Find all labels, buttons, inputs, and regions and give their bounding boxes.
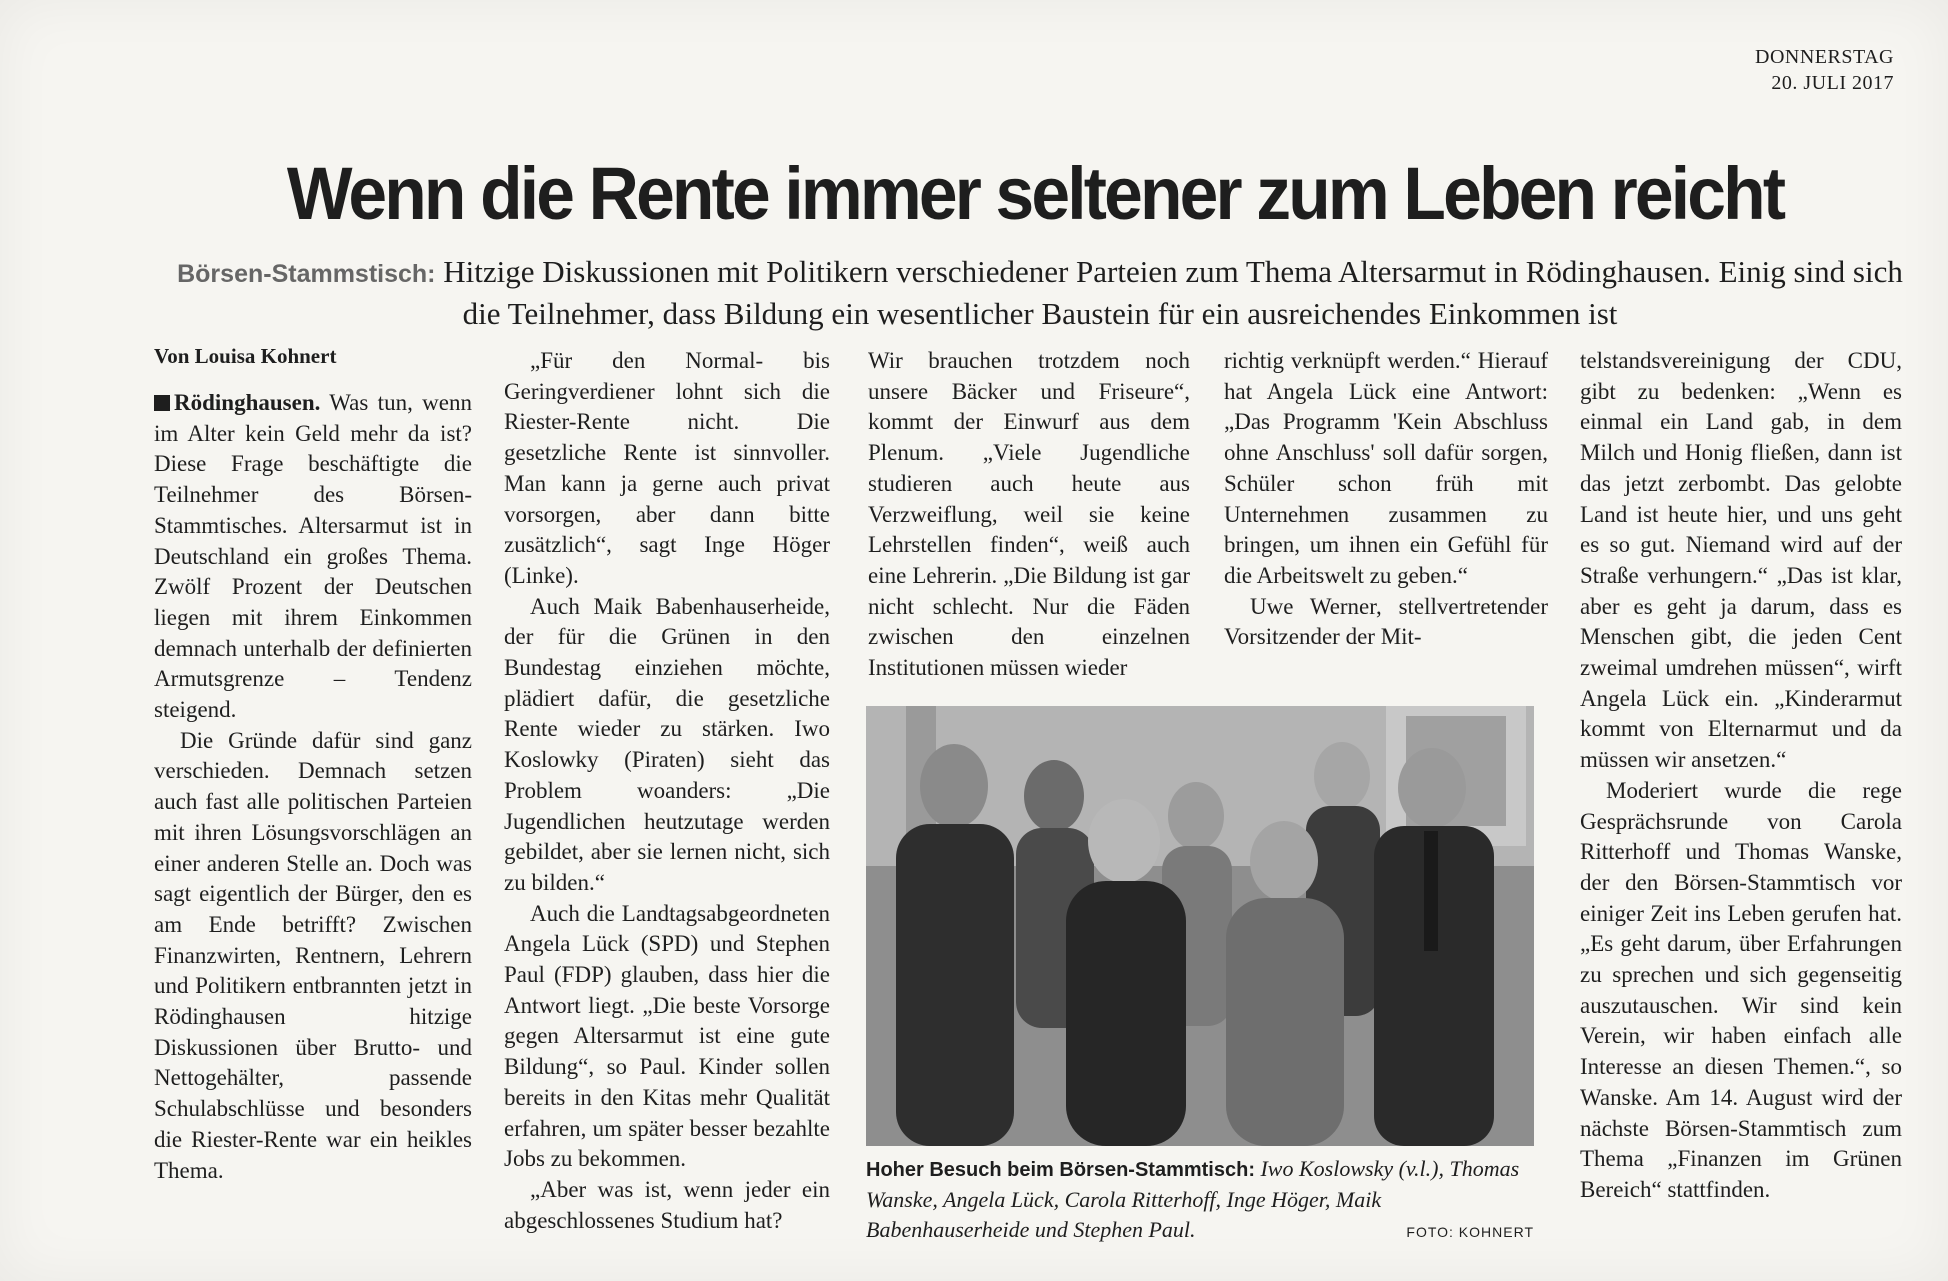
article-column-2 <box>504 346 830 1236</box>
article-column-4 <box>1224 346 1548 653</box>
paragraph: Uwe Werner, stellvertretender Vorsitzender der Mit- <box>1224 593 1548 650</box>
photo-credit: FOTO: KOHNERT <box>1406 1224 1534 1240</box>
issue-date: 20. JULI 2017 <box>1771 72 1894 94</box>
caption-title: Hoher Besuch beim Börsen-Stammtisch: <box>866 1159 1255 1181</box>
subheadline <box>160 252 1920 334</box>
paragraph: Auch Maik Babenhauserheide, der für die Grünen in den Bundestag einziehen möchte, plädiert dafür, die gesetzliche Rente wieder zu stärken. Iwo Koslowky (Piraten) sieht das Problem woanders: „Die Jugendlichen heutzutage werden gebildet, aber sie lernen nicht, sich zu bilden.“ <box>504 593 830 895</box>
dateline <box>1755 44 1894 96</box>
paragraph: Die Gründe dafür sind ganz verschieden. Demnach setzen auch fast alle politischen Parteien mit ihren Lösungsvorschlägen an einer anderen Stelle an. Doch was sagt eigentlich der Bürger, den es am Ende betrifft? Zwischen Finanzwirten, Rentnern, Lehrern und Politikern entbrannten jetzt in Rödinghausen hitzige Diskussionen über Brutto- und Nettogehälter, passende Schulabschlüsse und besonders die Riester-Rente war ein heikles Thema. <box>154 727 472 1183</box>
paragraph: Wir brauchen trotzdem noch unsere Bäcker und Friseure“, kommt der Einwurf aus dem Plenum. „Viele Jugendliche studieren auch heute aus Verzweiflung, weil sie keine Lehrstellen finden“, weiß auch eine Lehrerin. „Die Bildung ist gar nicht schlecht. Nur die Fäden zwischen den einzelnen Institutionen müssen wieder <box>868 348 1190 681</box>
article-column-5 <box>1580 346 1902 1206</box>
headline: Wenn die Rente immer seltener zum Leben reicht <box>286 152 1784 235</box>
paragraph: „Für den Normal- bis Geringverdiener lohnt sich die Riester-Rente nicht. Die gesetzliche Rente ist sinnvoller. Man kann ja gerne auch privat vorsorgen, aber dann bitte zusätzlich“, sagt Inge Höger (Linke). <box>504 348 830 588</box>
square-bullet-icon <box>154 395 170 411</box>
article-column-1 <box>154 388 472 1186</box>
weekday: DONNERSTAG <box>1755 46 1894 68</box>
paragraph: Auch die Landtagsabgeordneten Angela Lück (SPD) und Stephen Paul (FDP) glauben, dass hier die Antwort liegt. „Die beste Vorsorge gegen Altersarmut ist eine gute Bildung“, so Paul. Kinder sollen bereits in den Kitas mehr Qualität erfahren, um später besser bezahlte Jobs zu bekommen. <box>504 900 830 1172</box>
group-photo <box>866 706 1534 1146</box>
paragraph: Moderiert wurde die rege Gesprächsrunde von Carola Ritterhoff und Thomas Wanske, der den Börsen-Stammtisch vor einiger Zeit ins Leben gerufen hat. „Es geht darum, über Erfahrungen zu sprechen und sich gegenseitig auszutauschen. Wir sind kein Verein, wir haben einfach alle Interesse an diesen Themen.“, so Wanske. Am 14. August wird der nächste Börsen-Stammtisch zum Thema „Finanzen im Grünen Bereich“ stattfinden. <box>1580 777 1902 1202</box>
paragraph: telstandsvereinigung der CDU, gibt zu bedenken: „Wenn es einmal ein Land gab, in dem Milch und Honig fließen, dann ist das jetzt zerbombt. Das gelobte Land ist heute hier, und uns geht es so gut. Niemand wird auf der Straße verhungern.“ „Das ist klar, aber es geht ja darum, dass es Menschen gibt, die jeden Cent zweimal umdrehen müssen“, wirft Angela Lück ein. „Kinderarmut kommt von Elternarmut und da müssen wir ansetzen.“ <box>1580 348 1902 773</box>
group-photo-illustration <box>866 706 1534 1146</box>
paragraph: richtig verknüpft werden.“ Hierauf hat Angela Lück eine Antwort: „Das Programm 'Kein Abschluss ohne Anschluss' soll dafür sorgen, Schüler schon früh mit Unternehmen zusammen zu bringen, um ihnen ein Gefühl für die Arbeitswelt zu geben.“ <box>1224 348 1548 588</box>
place-name: Rödinghausen. <box>174 390 321 415</box>
caption-text: Iwo Koslowsky (v.l.), Thomas Wanske, Angela Lück, Carola Ritterhoff, Inge Höger, Maik Babenhauserheide und Stephen Paul. <box>866 1156 1520 1242</box>
subhead-kicker: Börsen-Stammstisch: <box>177 260 436 288</box>
byline: Von Louisa Kohnert <box>154 344 337 368</box>
subhead-text: Hitzige Diskussionen mit Politikern verschiedener Parteien zum Thema Altersarmut in Rödinghausen. Einig sind sich die Teilnehmer, dass Bildung ein wesentlicher Baustein für ein ausreichendes Einkommen ist <box>435 254 1903 331</box>
lead-paragraph <box>154 388 472 726</box>
lead-text: Was tun, wenn im Alter kein Geld mehr da ist? Diese Frage beschäftigte die Teilnehmer des Börsen-Stammtisches. Altersarmut ist in Deutschland ein großes Thema. Zwölf Prozent der Deutschen liegen mit ihrem Einkommen demnach unterhalb der definierten Armutsgrenze – Tendenz steigend. <box>154 390 472 723</box>
paragraph: „Aber was ist, wenn jeder ein abgeschlossenes Studium hat? <box>504 1176 830 1233</box>
article-column-3 <box>868 346 1190 684</box>
